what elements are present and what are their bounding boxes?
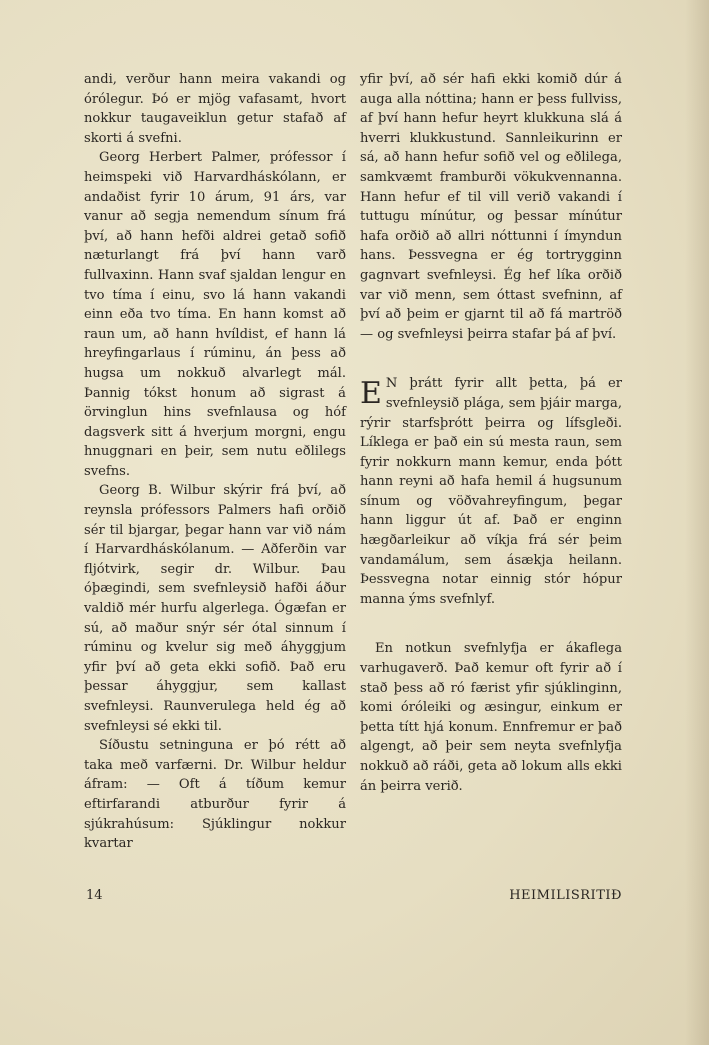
paragraph: Georg Herbert Palmer, prófessor í heimspeki við Harvardháskólann, er andaðist fyrir 10 árum, 91 árs, var vanur að segja nemendum sínum frá því, að hann hefði aldrei getað sofið næturlangt frá því hann varð fullvaxinn. Hann svaf sjaldan lengur en tvo tíma í einu, svo lá hann vakandi einn eða tvo tíma. En hann komst að raun um, að hann hvíldist, ef hann lá hreyfingarlaus í rúminu, án þess að hugsa um nokkuð alvarlegt mál. Þannig tókst honum að sigrast á örvinglun hins svefnlausa og hóf dagsverk sitt á hverjum morgni, engu hnuggnari en þeir, sem nutu eðlilegs svefns.: [84, 150, 346, 479]
page-number: 14: [86, 888, 103, 903]
left-text-column: [84, 70, 346, 854]
page-footer: [86, 888, 622, 903]
section-paragraph: [360, 374, 622, 609]
right-text-column: [360, 70, 622, 796]
page-gutter-shadow: [685, 0, 709, 1045]
paragraph: Síðustu setninguna er þó rétt að taka með varfærni. Dr. Wilbur heldur áfram: — Oft á tíðum kemur eftirfarandi atburður fyrir á sjúkrahúsum: Sjúklingur nokkur kvartar: [84, 738, 346, 852]
paragraph-text: N þrátt fyrir allt þetta, þá er svefnleysið plága, sem þjáir marga, rýrir starfsþrótt þeirra og lífsgleði. Líklega er það ein sú mesta raun, sem fyrir nokkurn mann kemur, enda þótt hann reyni að hafa hemil á hugsunum sínum og vöðvahreyfingum, þegar hann liggur út af. Það er enginn hægðarleikur að víkja frá sér þeim vandamálum, sem ásækja heilann. Þessvegna notar einnig stór hópur manna ýms svefnlyf.: [360, 376, 622, 607]
drop-cap: E: [360, 376, 382, 412]
journal-title: HEIMILISRITIÐ: [509, 888, 622, 903]
paragraph: En notkun svefnlyfja er ákaflega varhugaverð. Það kemur oft fyrir að í stað þess að ró færist yfir sjúklinginn, komi óróleiki og æsingur, einkum er þetta títt hjá konum. Ennfremur er það algengt, að þeir sem neyta svefnlyfja nokkuð að ráði, geta að lokum alls ekki án þeirra verið.: [360, 641, 622, 794]
paragraph: andi, verður hann meira vakandi og órólegur. Þó er mjög vafasamt, hvort nokkur taugaveiklun getur stafað af skorti á svefni.: [84, 72, 346, 146]
paragraph: Georg B. Wilbur skýrir frá því, að reynsla prófessors Palmers hafi orðið sér til bjargar, þegar hann var við nám í Harvardháskólanum. — Aðferðin var fljótvirk, segir dr. Wilbur. Þau óþægindi, sem svefnleysið hafði áður valdið mér hurfu algerlega. Ógæfan er sú, að maður snýr sér ótal sinnum í rúminu og kvelur sig með áhyggjum yfir því að geta ekki sofið. Það eru þessar áhyggjur, sem kallast svefnleysi. Raunverulega held ég að svefnleysi sé ekki til.: [84, 483, 346, 734]
paragraph: yfir því, að sér hafi ekki komið dúr á auga alla nóttina; hann er þess fullviss, af því hann hefur heyrt klukkuna slá á hverri klukkustund. Sannleikurinn er sá, að hann hefur sofið vel og eðlilega, samkvæmt framburði vökukvennanna. Hann hefur ef til vill verið vakandi í tuttugu mínútur, og þessar mínútur hafa orðið að allri nóttunni í ímyndun hans. Þessvegna er ég tortrygginn gagnvart svefnleysi. Ég hef líka orðið var við menn, sem óttast svefninn, af því að þeim er gjarnt til að fá martröð — og svefnleysi þeirra stafar þá af því.: [360, 72, 622, 342]
